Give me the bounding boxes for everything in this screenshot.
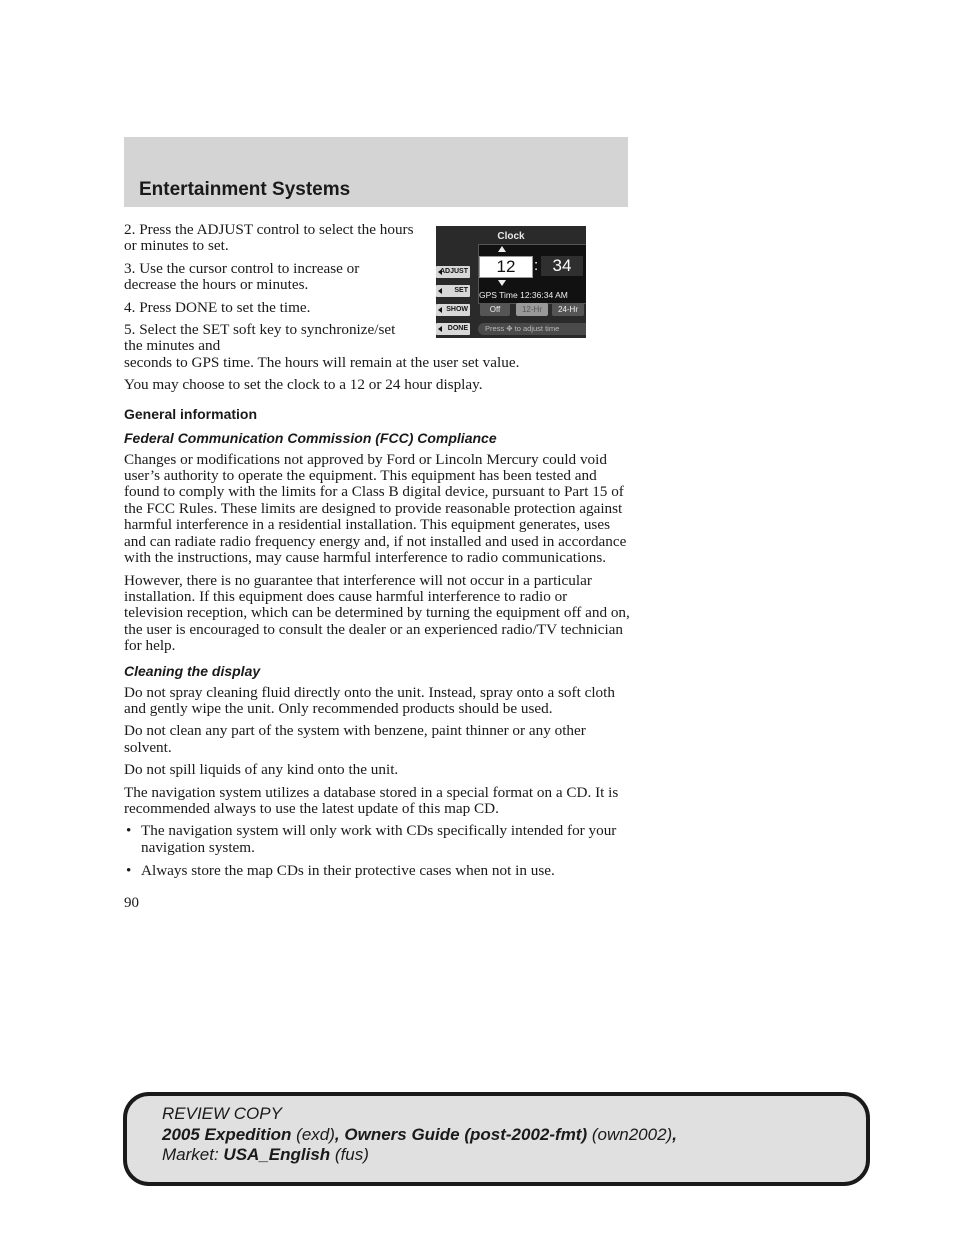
arrow-up-icon xyxy=(498,246,506,252)
clock-screen-image xyxy=(436,226,586,338)
footer-model-code: (exd) xyxy=(296,1125,335,1144)
page-content xyxy=(124,222,630,911)
footer-separator: , xyxy=(672,1125,677,1144)
gps-time-readout: GPS Time 12:36:34 AM xyxy=(479,290,568,300)
set-soft-key: SET xyxy=(436,285,470,297)
cleaning-paragraph: Do not clean any part of the system with benzene, paint thinner or any other solvent. xyxy=(124,722,586,756)
section-header-band xyxy=(124,137,628,207)
cleaning-paragraph: Do not spray cleaning fluid directly onto the unit. Instead, spray onto a soft cloth and gently wipe the unit. Only recommended products should be used. xyxy=(124,683,615,717)
clock-steps xyxy=(124,222,414,355)
fcc-heading: Federal Communication Commission (FCC) Compliance xyxy=(124,429,497,446)
review-copy-footer xyxy=(123,1092,870,1186)
footer-market-code: (fus) xyxy=(334,1145,369,1164)
footer-model: 2005 Expedition xyxy=(162,1125,292,1144)
clock-separator: : xyxy=(534,257,539,274)
page-number: 90 xyxy=(124,894,139,911)
section-title: Entertainment Systems xyxy=(139,179,351,200)
mode-24hr-button: 24-Hr xyxy=(552,303,584,316)
cleaning-paragraph: The navigation system utilizes a database stored in a special format on a CD. It is recommended always to use the latest update of this map CD. xyxy=(124,783,619,817)
clock-format-note: You may choose to set the clock to a 12 or 24 hour display. xyxy=(124,376,483,394)
review-copy-label: REVIEW COPY xyxy=(162,1104,282,1123)
hint-prefix: Press xyxy=(485,324,505,333)
step-4: 4. Press DONE to set the time. xyxy=(124,298,311,316)
map-cd-bullets xyxy=(124,823,630,879)
footer-guide-code: (own2002) xyxy=(591,1125,673,1144)
fcc-paragraph: However, there is no guarantee that interference will not occur in a particular installation. If this equipment does cause harmful interference to radio or television reception, which can be determined by turning the equipment off and on, the user is encouraged to consult the dealer or an experienced radio/TV technician for help. xyxy=(124,571,630,655)
mode-12hr-button: 12-Hr xyxy=(516,303,548,316)
footer-separator: , xyxy=(334,1125,340,1144)
list-item: • Always store the map CDs in their protective cases when not in use. xyxy=(124,863,630,879)
adjust-time-hint xyxy=(478,323,586,335)
cursor-pad-icon: ✥ xyxy=(506,324,513,333)
step-2: 2. Press the ADJUST control to select the hours or minutes to set. xyxy=(124,221,414,255)
show-soft-key: SHOW xyxy=(436,304,470,316)
step-3: 3. Use the cursor control to increase or decrease the hours or minutes. xyxy=(124,259,360,294)
cleaning-heading: Cleaning the display xyxy=(124,662,261,679)
fcc-paragraph: Changes or modifications not approved by Ford or Lincoln Mercury could void user’s authority to operate the equipment. This equipment has been tested and found to comply with the limits for a Class B digital device, pursuant to Part 15 of the FCC Rules. These limits are designed to provide reasonable protection against harmful interference in a residential installation. This equipment generates, uses and can radiate radio frequency energy and, if not installed and used in accordance with the instructions, may cause harmful interference to radio communications. xyxy=(124,450,627,567)
mode-off-button: Off xyxy=(480,303,510,316)
footer-market-label: Market: xyxy=(162,1145,219,1164)
footer-guide: Owners Guide (post-2002-fmt) xyxy=(344,1125,588,1144)
step-5-continuation: seconds to GPS time. The hours will remain at the user set value. xyxy=(124,353,520,371)
clock-minutes: 34 xyxy=(541,256,583,276)
footer-market: USA_English xyxy=(223,1145,331,1164)
list-item: • The navigation system will only work with CDs specifically intended for your navigation system. xyxy=(124,823,630,856)
general-information-heading: General information xyxy=(124,405,258,422)
adjust-soft-key: ADJUST xyxy=(436,266,470,278)
clock-screen-title: Clock xyxy=(497,231,525,242)
hint-suffix: to adjust time xyxy=(514,324,560,333)
clock-hours: 12 xyxy=(479,256,533,278)
done-soft-key: DONE xyxy=(436,323,470,335)
arrow-down-icon xyxy=(498,280,506,286)
cleaning-paragraph: Do not spill liquids of any kind onto the unit. xyxy=(124,761,399,779)
step-5: 5. Select the SET soft key to synchronize/set the minutes and xyxy=(124,321,396,355)
